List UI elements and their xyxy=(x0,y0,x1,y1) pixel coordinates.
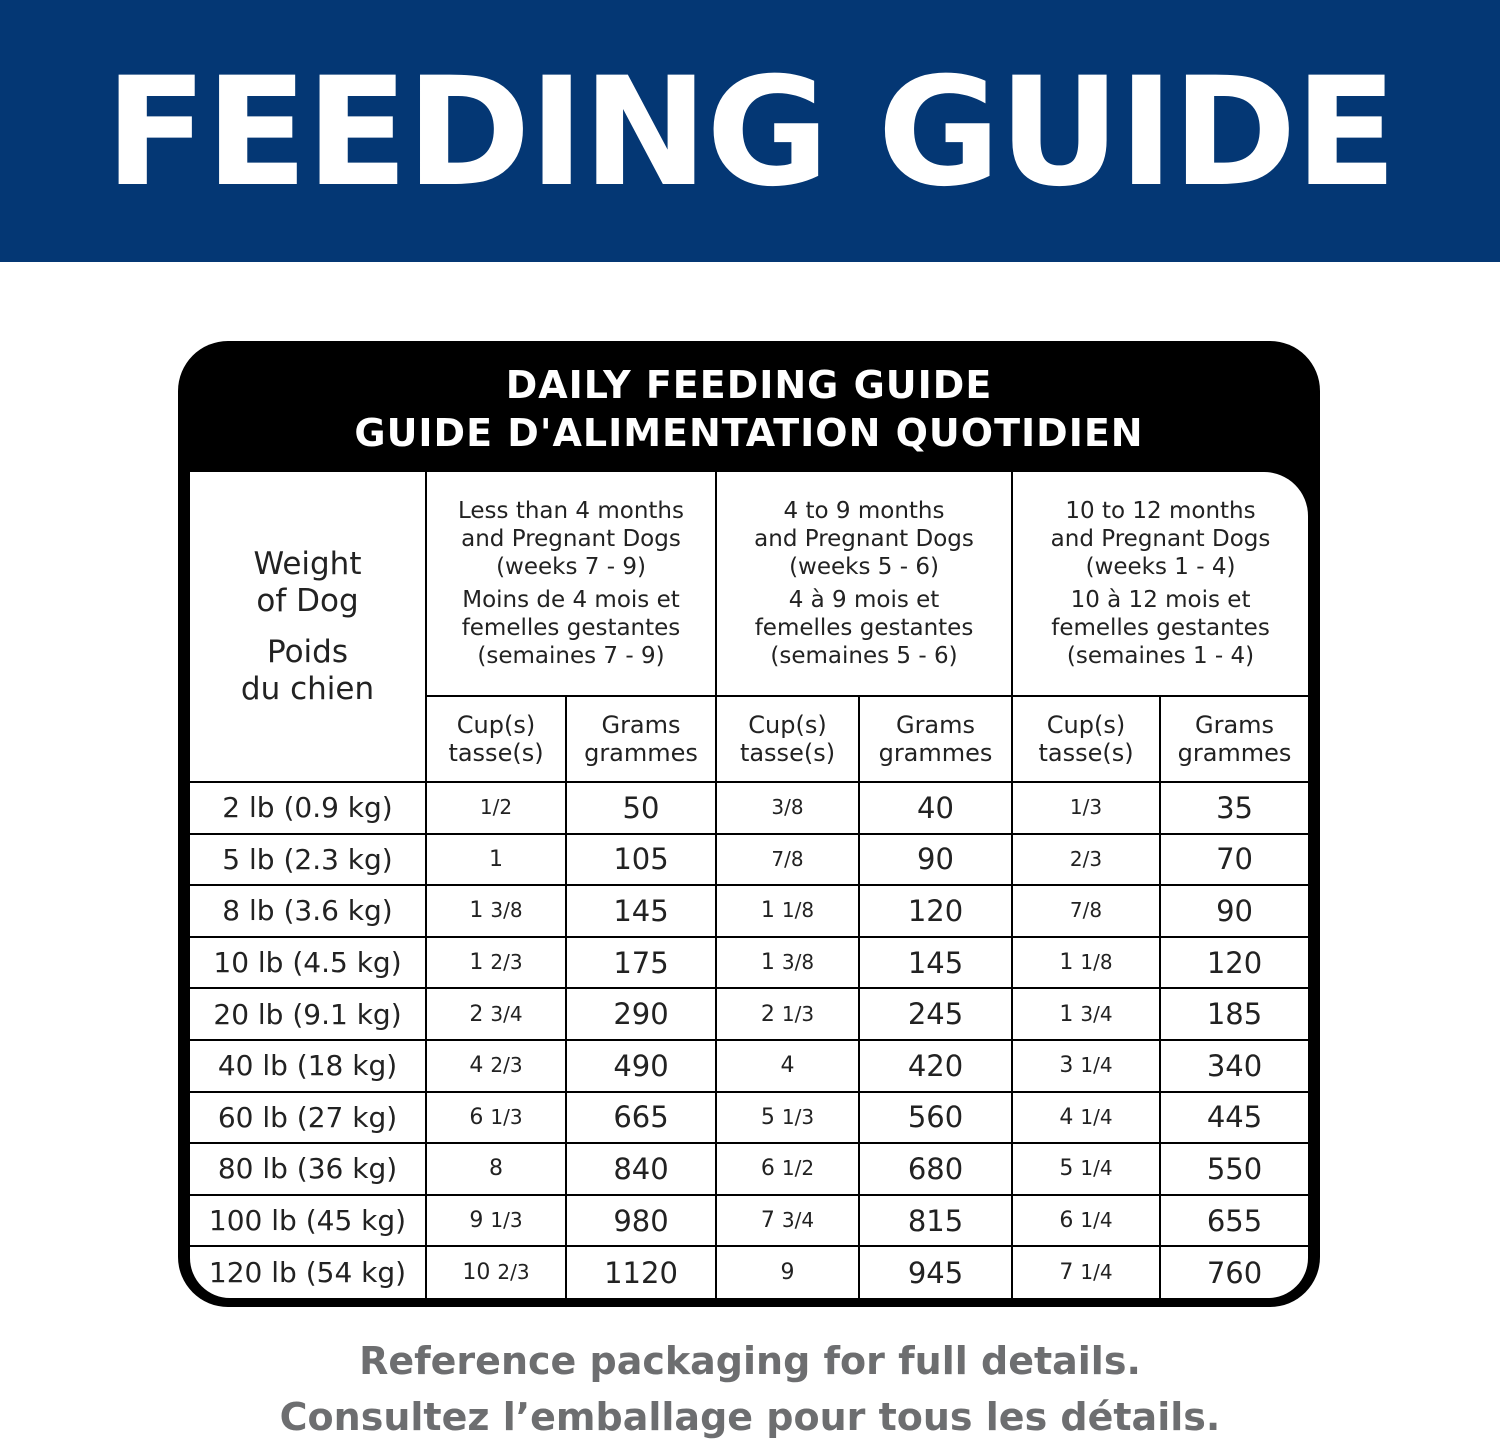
cups-whole: 4 xyxy=(469,1053,484,1079)
cups-whole: 6 xyxy=(469,1104,484,1130)
grams-cell: 290 xyxy=(566,988,716,1040)
age-group-line: Moins de 4 mois et xyxy=(462,587,680,613)
cups-whole: 1 xyxy=(1059,950,1074,976)
cups-cell xyxy=(426,1246,566,1298)
cups-cell xyxy=(426,988,566,1040)
header-banner xyxy=(0,0,1500,262)
grams-cell: 840 xyxy=(566,1143,716,1195)
grams-cell: 105 xyxy=(566,834,716,886)
grams-cell: 1120 xyxy=(566,1246,716,1298)
weight-cell: 10 lb (4.5 kg) xyxy=(190,937,426,989)
grams-cell: 680 xyxy=(859,1143,1012,1195)
weight-header-line: of Dog xyxy=(256,582,359,619)
cups-fraction: 1/8 xyxy=(781,898,815,923)
age-group-line: 10 à 12 mois et xyxy=(1070,587,1251,613)
cups-header-line: tasse(s) xyxy=(448,739,544,767)
grams-cell: 120 xyxy=(1160,937,1308,989)
cups-cell xyxy=(426,782,566,834)
cups-whole: 1 xyxy=(760,950,775,976)
cups-fraction: 2/3 xyxy=(497,1260,530,1285)
cups-whole: 8 xyxy=(489,1156,503,1182)
grams-cell: 145 xyxy=(859,937,1012,989)
grams-cell: 70 xyxy=(1160,834,1308,886)
cups-fraction: 1/8 xyxy=(1080,950,1113,975)
grams-header-cell xyxy=(1160,696,1308,782)
cups-whole: 2 xyxy=(469,1001,484,1027)
cups-whole: 10 xyxy=(462,1260,491,1286)
grams-header-cell xyxy=(859,696,1012,782)
cups-cell xyxy=(716,1195,859,1247)
cups-cell xyxy=(716,834,859,886)
cups-cell xyxy=(716,782,859,834)
cups-fraction: 1/3 xyxy=(490,1104,523,1129)
cups-fraction: 1/3 xyxy=(490,1208,523,1233)
cups-whole: 1 xyxy=(469,898,484,924)
grams-cell: 665 xyxy=(566,1092,716,1144)
grams-header-line: Grams xyxy=(895,711,976,739)
cups-cell xyxy=(426,1143,566,1195)
cups-fraction: 3/8 xyxy=(490,898,523,923)
table-row xyxy=(190,782,1308,834)
grams-header-line: grammes xyxy=(878,739,993,767)
cups-fraction: 1/2 xyxy=(781,1156,815,1181)
cups-cell xyxy=(426,937,566,989)
page-title: FEEDING GUIDE xyxy=(104,46,1396,220)
cups-fraction: 3/4 xyxy=(490,1001,523,1026)
cups-whole: 5 xyxy=(1059,1156,1074,1182)
cups-whole: 7 xyxy=(1059,1260,1074,1286)
cups-cell xyxy=(1012,782,1160,834)
grams-cell: 550 xyxy=(1160,1143,1308,1195)
cups-header-cell xyxy=(716,696,859,782)
grams-cell: 340 xyxy=(1160,1040,1308,1092)
cups-cell xyxy=(716,988,859,1040)
cups-whole: 1 xyxy=(760,898,775,924)
cups-header-line: Cup(s) xyxy=(456,711,536,739)
cups-fraction: 3/4 xyxy=(1080,1001,1113,1026)
grams-cell: 980 xyxy=(566,1195,716,1247)
weight-cell: 2 lb (0.9 kg) xyxy=(190,782,426,834)
grams-cell: 185 xyxy=(1160,988,1308,1040)
cups-whole: 7 xyxy=(760,1208,775,1234)
cups-header-line: Cup(s) xyxy=(748,711,827,739)
cups-cell xyxy=(1012,1195,1160,1247)
age-group-header-2 xyxy=(1012,472,1308,696)
weight-header-line: Poids xyxy=(267,633,348,670)
age-group-line: (weeks 7 - 9) xyxy=(496,554,646,580)
table-row xyxy=(190,1195,1308,1247)
cups-cell xyxy=(716,1143,859,1195)
weight-header-line: du chien xyxy=(240,670,375,707)
cups-whole: 2 xyxy=(760,1001,775,1027)
age-group-header-0 xyxy=(426,472,716,696)
weight-cell: 20 lb (9.1 kg) xyxy=(190,988,426,1040)
age-group-line: (weeks 5 - 6) xyxy=(789,554,939,580)
table-row xyxy=(190,1040,1308,1092)
cups-cell xyxy=(1012,1092,1160,1144)
weight-cell: 5 lb (2.3 kg) xyxy=(190,834,426,886)
age-group-line: (semaines 7 - 9) xyxy=(477,643,665,669)
grams-cell: 245 xyxy=(859,988,1012,1040)
cups-cell xyxy=(1012,937,1160,989)
cups-whole: 6 xyxy=(760,1156,775,1182)
cups-cell xyxy=(1012,1040,1160,1092)
weight-cell: 120 lb (54 kg) xyxy=(190,1246,426,1298)
grams-header-line: grammes xyxy=(584,739,698,767)
cups-cell xyxy=(1012,1246,1160,1298)
cups-fraction: 7/8 xyxy=(771,846,804,871)
cups-cell xyxy=(716,1246,859,1298)
card-title-french: GUIDE D'ALIMENTATION QUOTIDIEN xyxy=(354,411,1144,455)
cups-fraction: 1/2 xyxy=(479,795,513,820)
feeding-table xyxy=(190,472,1308,1298)
table-row xyxy=(190,834,1308,886)
grams-cell: 35 xyxy=(1160,782,1308,834)
cups-cell xyxy=(426,1040,566,1092)
cups-fraction: 2/3 xyxy=(490,950,523,975)
table-row xyxy=(190,885,1308,937)
age-group-line: 4 à 9 mois et xyxy=(788,587,940,613)
age-group-line: and Pregnant Dogs xyxy=(461,526,681,552)
feeding-table-container xyxy=(190,472,1308,1298)
grams-cell: 40 xyxy=(859,782,1012,834)
grams-cell: 655 xyxy=(1160,1195,1308,1247)
table-group-header-row xyxy=(190,472,1308,696)
age-group-header-1 xyxy=(716,472,1012,696)
cups-fraction: 1/4 xyxy=(1080,1260,1113,1285)
cups-fraction: 1/4 xyxy=(1080,1104,1113,1129)
grams-header-cell xyxy=(566,696,716,782)
table-row xyxy=(190,1143,1308,1195)
cups-cell xyxy=(716,885,859,937)
table-row xyxy=(190,988,1308,1040)
cups-cell xyxy=(426,1195,566,1247)
table-row xyxy=(190,937,1308,989)
grams-cell: 50 xyxy=(566,782,716,834)
cups-fraction: 1/3 xyxy=(1069,795,1103,820)
cups-cell xyxy=(716,1092,859,1144)
cups-fraction: 2/3 xyxy=(1069,846,1103,871)
cups-fraction: 3/8 xyxy=(771,795,804,820)
cups-fraction: 3/8 xyxy=(781,950,815,975)
age-group-line: 10 to 12 months xyxy=(1065,498,1256,524)
age-group-line: 4 to 9 months xyxy=(783,498,945,524)
weight-cell: 60 lb (27 kg) xyxy=(190,1092,426,1144)
weight-cell: 80 lb (36 kg) xyxy=(190,1143,426,1195)
cups-cell xyxy=(1012,885,1160,937)
age-group-line: (semaines 5 - 6) xyxy=(770,643,958,669)
cups-whole: 4 xyxy=(780,1053,795,1079)
cups-cell xyxy=(426,834,566,886)
weight-cell: 8 lb (3.6 kg) xyxy=(190,885,426,937)
cups-cell xyxy=(716,1040,859,1092)
cups-cell xyxy=(1012,834,1160,886)
cups-header-cell xyxy=(426,696,566,782)
age-group-line: and Pregnant Dogs xyxy=(754,526,974,552)
cups-fraction: 3/4 xyxy=(781,1208,815,1233)
grams-cell: 945 xyxy=(859,1246,1012,1298)
feeding-guide-card xyxy=(178,341,1320,1307)
grams-cell: 120 xyxy=(859,885,1012,937)
cups-fraction: 1/3 xyxy=(781,1001,815,1026)
cups-fraction: 1/4 xyxy=(1080,1053,1113,1078)
grams-cell: 90 xyxy=(859,834,1012,886)
cups-fraction: 7/8 xyxy=(1069,898,1103,923)
card-title-english: DAILY FEEDING GUIDE xyxy=(505,363,993,407)
weight-header-cell xyxy=(190,472,426,782)
cups-cell xyxy=(426,885,566,937)
age-group-line: femelles gestantes xyxy=(754,615,974,641)
grams-header-line: grammes xyxy=(1177,739,1292,767)
cups-whole: 5 xyxy=(760,1104,775,1130)
cups-fraction: 2/3 xyxy=(490,1053,523,1078)
cups-cell xyxy=(1012,988,1160,1040)
table-row xyxy=(190,1246,1308,1298)
grams-cell: 560 xyxy=(859,1092,1012,1144)
grams-cell: 445 xyxy=(1160,1092,1308,1144)
grams-cell: 815 xyxy=(859,1195,1012,1247)
grams-header-line: Grams xyxy=(1194,711,1275,739)
weight-cell: 100 lb (45 kg) xyxy=(190,1195,426,1247)
age-group-line: (semaines 1 - 4) xyxy=(1066,643,1255,669)
cups-fraction: 1/4 xyxy=(1080,1156,1113,1181)
age-group-line: and Pregnant Dogs xyxy=(1050,526,1271,552)
cups-cell xyxy=(1012,1143,1160,1195)
grams-cell: 490 xyxy=(566,1040,716,1092)
cups-cell xyxy=(716,937,859,989)
cups-whole: 6 xyxy=(1059,1208,1074,1234)
cups-whole: 3 xyxy=(1059,1053,1074,1079)
cups-cell xyxy=(426,1092,566,1144)
age-group-line: Less than 4 months xyxy=(458,498,684,524)
age-group-line: (weeks 1 - 4) xyxy=(1085,554,1236,580)
cups-header-cell xyxy=(1012,696,1160,782)
grams-cell: 175 xyxy=(566,937,716,989)
cups-whole: 1 xyxy=(1059,1001,1074,1027)
cups-header-line: Cup(s) xyxy=(1046,711,1126,739)
cups-fraction: 1/3 xyxy=(781,1104,815,1129)
grams-cell: 420 xyxy=(859,1040,1012,1092)
cups-header-line: tasse(s) xyxy=(1038,739,1134,767)
cups-whole: 1 xyxy=(469,950,484,976)
weight-header-line: Weight xyxy=(253,545,362,582)
footer-note-english: Reference packaging for full details. xyxy=(359,1339,1141,1383)
grams-cell: 760 xyxy=(1160,1246,1308,1298)
cups-whole: 1 xyxy=(489,846,503,872)
age-group-line: femelles gestantes xyxy=(461,615,681,641)
grams-cell: 90 xyxy=(1160,885,1308,937)
grams-header-line: Grams xyxy=(601,711,681,739)
footer-note-french: Consultez l’emballage pour tous les détails. xyxy=(279,1395,1221,1439)
cups-whole: 9 xyxy=(469,1208,484,1234)
age-group-line: femelles gestantes xyxy=(1051,615,1270,641)
cups-fraction: 1/4 xyxy=(1080,1208,1113,1233)
weight-cell: 40 lb (18 kg) xyxy=(190,1040,426,1092)
cups-whole: 9 xyxy=(780,1260,795,1286)
grams-cell: 145 xyxy=(566,885,716,937)
cups-whole: 4 xyxy=(1059,1104,1074,1130)
table-row xyxy=(190,1092,1308,1144)
cups-header-line: tasse(s) xyxy=(739,739,836,767)
